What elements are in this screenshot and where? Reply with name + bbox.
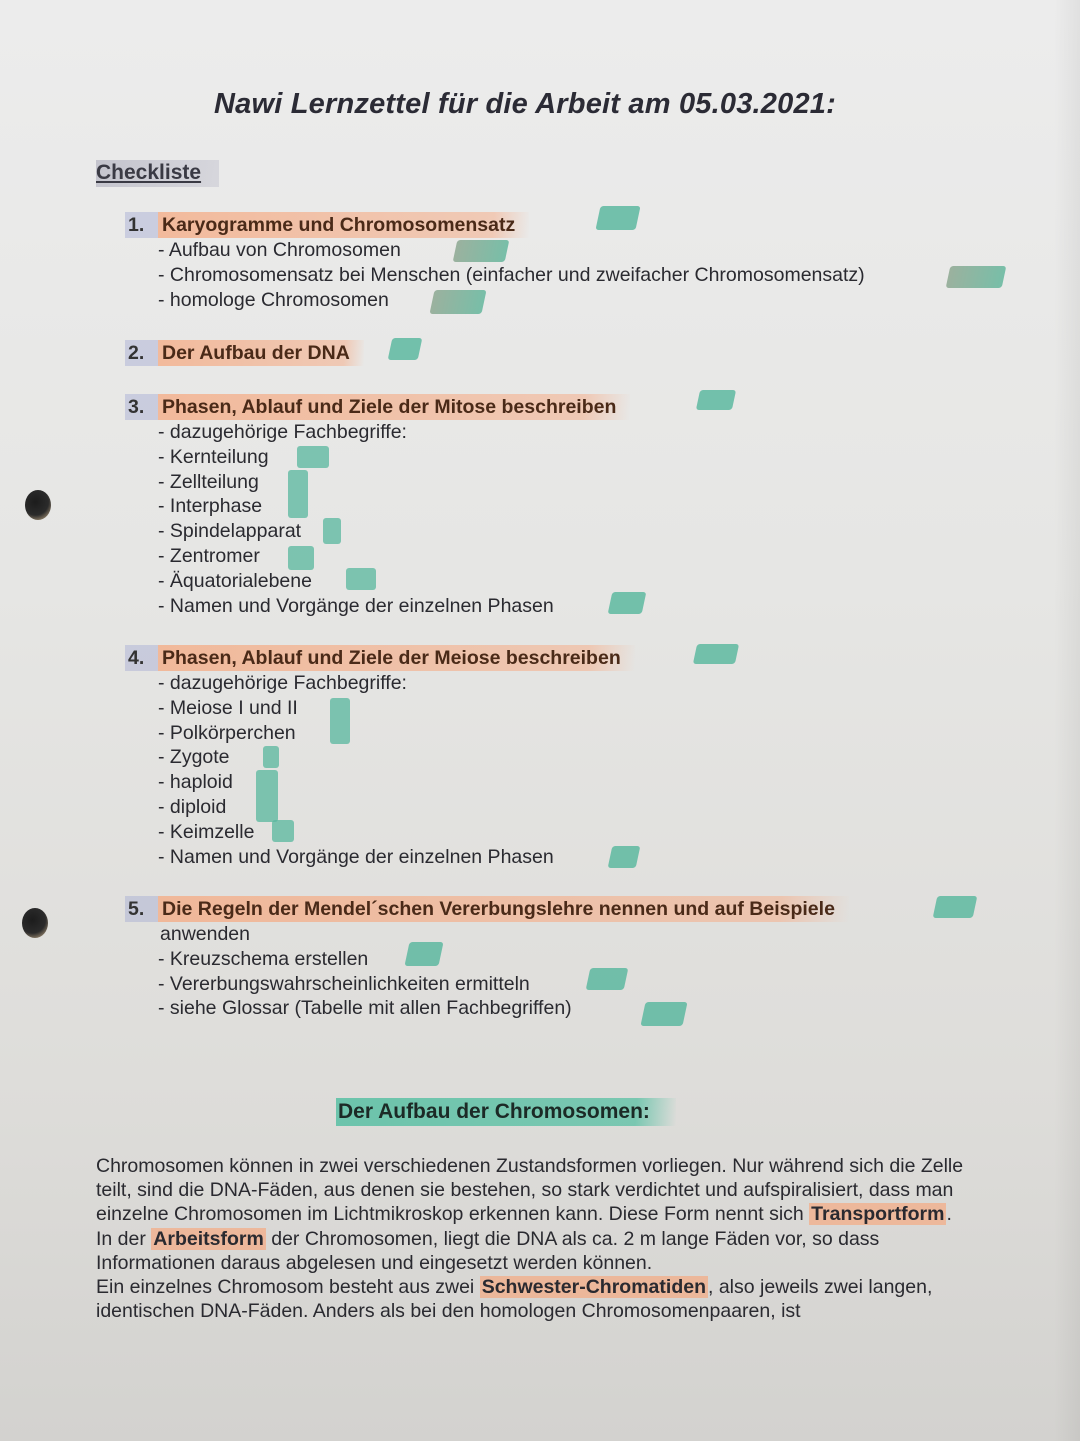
- checkmark-highlight: [404, 942, 443, 966]
- section-header: [125, 896, 849, 922]
- section-title: Phasen, Ablauf und Ziele der Meiose beschreiben: [158, 645, 635, 671]
- section-title: Karyogramme und Chromosomensatz: [158, 212, 529, 238]
- paragraph-1: [96, 1154, 966, 1275]
- section-header: [125, 645, 635, 671]
- checkmark-highlight: [608, 592, 647, 614]
- list-item: - Kernteilung: [158, 445, 269, 468]
- section-number: 3.: [125, 394, 158, 420]
- list-item: - siehe Glossar (Tabelle mit allen Fachbegriffen): [158, 997, 572, 1020]
- section-number: 2.: [125, 340, 158, 366]
- checkmark-highlight: [696, 390, 736, 410]
- list-item: - dazugehörige Fachbegriffe:: [158, 421, 407, 443]
- section-4: [125, 645, 635, 869]
- list-item: - Spindelapparat: [158, 520, 302, 543]
- list-item: - Zentromer: [158, 544, 260, 567]
- text-run: , also jeweils zwei langen, identischen DNA-Fäden. Anders als bei den homologen Chromosomenpaaren, ist: [96, 1276, 933, 1323]
- paragraph-2: [96, 1275, 966, 1323]
- section-5: [125, 896, 849, 1021]
- section-header: [125, 212, 865, 238]
- checkmark-highlight: [272, 820, 294, 842]
- checkmark-highlight: [288, 470, 308, 518]
- list-item: - Meiose I und II: [158, 696, 298, 719]
- checklist-label: Checkliste: [96, 160, 219, 187]
- list-item: - Vererbungswahrscheinlichkeiten ermitteln: [158, 972, 530, 995]
- highlight-term: Schwester-Chromatiden: [481, 1276, 706, 1299]
- list-item: - Chromosomensatz bei Menschen (einfacher und zweifacher Chromosomensatz): [158, 263, 865, 286]
- section-title: Phasen, Ablauf und Ziele der Mitose beschreiben: [158, 394, 630, 420]
- text-run: Ein einzelnes Chromosom besteht aus zwei: [96, 1276, 480, 1299]
- section-3: [125, 394, 630, 618]
- section-number: 5.: [125, 896, 158, 922]
- text-run: der Chromosomen, liegt die DNA als ca. 2 m lange Fäden vor, so dass Informationen daraus abgelesen und eingesetzt werden können.: [96, 1227, 880, 1274]
- punch-hole-top: [25, 490, 51, 520]
- checkmark-highlight: [330, 698, 350, 744]
- list-item: - Polkörperchen: [158, 721, 296, 744]
- list-item: - homologe Chromosomen: [158, 288, 389, 311]
- list-item: - Zellteilung: [158, 470, 259, 493]
- list-item: - Keimzelle: [158, 820, 255, 843]
- punch-hole-bottom: [22, 908, 48, 938]
- checkmark-highlight: [586, 968, 629, 990]
- section-header: [125, 394, 630, 420]
- section-title: Der Aufbau der DNA: [158, 340, 364, 366]
- checkmark-highlight: [256, 770, 278, 822]
- list-item: - Kreuzschema erstellen: [158, 947, 369, 970]
- section-heading-chromosomes: Der Aufbau der Chromosomen:: [336, 1098, 676, 1126]
- checkmark-highlight: [608, 846, 641, 868]
- text-run: . In der: [96, 1203, 952, 1250]
- checkmark-highlight: [933, 896, 978, 918]
- body-paragraphs: [96, 1154, 966, 1323]
- section-title-continuation: anwenden: [160, 923, 250, 945]
- checkmark-highlight: [288, 546, 314, 570]
- checkmark-highlight: [346, 568, 376, 590]
- checkmark-highlight: [640, 1002, 687, 1026]
- section-number: 1.: [125, 212, 158, 238]
- checkmark-highlight: [297, 446, 329, 468]
- list-item: - dazugehörige Fachbegriffe:: [158, 672, 407, 694]
- list-item: - Äquatorialebene: [158, 569, 312, 592]
- checkmark-highlight: [323, 518, 341, 544]
- list-item: - diploid: [158, 795, 227, 818]
- list-item: - Interphase: [158, 495, 263, 518]
- section-number: 4.: [125, 645, 158, 671]
- list-item: - haploid: [158, 771, 233, 794]
- checkmark-highlight: [429, 290, 486, 314]
- section-header: [125, 340, 364, 366]
- list-item: - Zygote: [158, 746, 230, 769]
- list-item: - Namen und Vorgänge der einzelnen Phasen: [158, 594, 554, 617]
- text-run: Chromosomen können in zwei verschiedenen Zustandsformen vorliegen. Nur während sich die Zelle teilt, sind die DNA-Fäden, aus denen sie bestehen, so stark verdichtet und aufspiralisiert, dass man einzelne Chromosomen im Lichtmikroskop erkennen kann. Diese Form nennt sich: [96, 1155, 964, 1226]
- section-2: [125, 340, 364, 366]
- checkmark-highlight: [693, 644, 739, 664]
- checkmark-highlight: [453, 240, 510, 262]
- page-title: Nawi Lernzettel für die Arbeit am 05.03.2021:: [214, 88, 836, 120]
- checkmark-highlight: [263, 746, 279, 768]
- list-item: - Namen und Vorgänge der einzelnen Phasen: [158, 845, 554, 868]
- paper-edge-shadow: [1054, 0, 1080, 1441]
- checkmark-highlight: [595, 206, 640, 230]
- highlight-term: Arbeitsform: [153, 1227, 264, 1250]
- checkmark-highlight: [946, 266, 1007, 288]
- highlight-term: Transportform: [811, 1203, 945, 1226]
- section-1: [125, 212, 865, 312]
- checkmark-highlight: [388, 338, 423, 360]
- list-item: - Aufbau von Chromosomen: [158, 239, 401, 261]
- section-title: Die Regeln der Mendel´schen Vererbungslehre nennen und auf Beispiele: [158, 896, 849, 922]
